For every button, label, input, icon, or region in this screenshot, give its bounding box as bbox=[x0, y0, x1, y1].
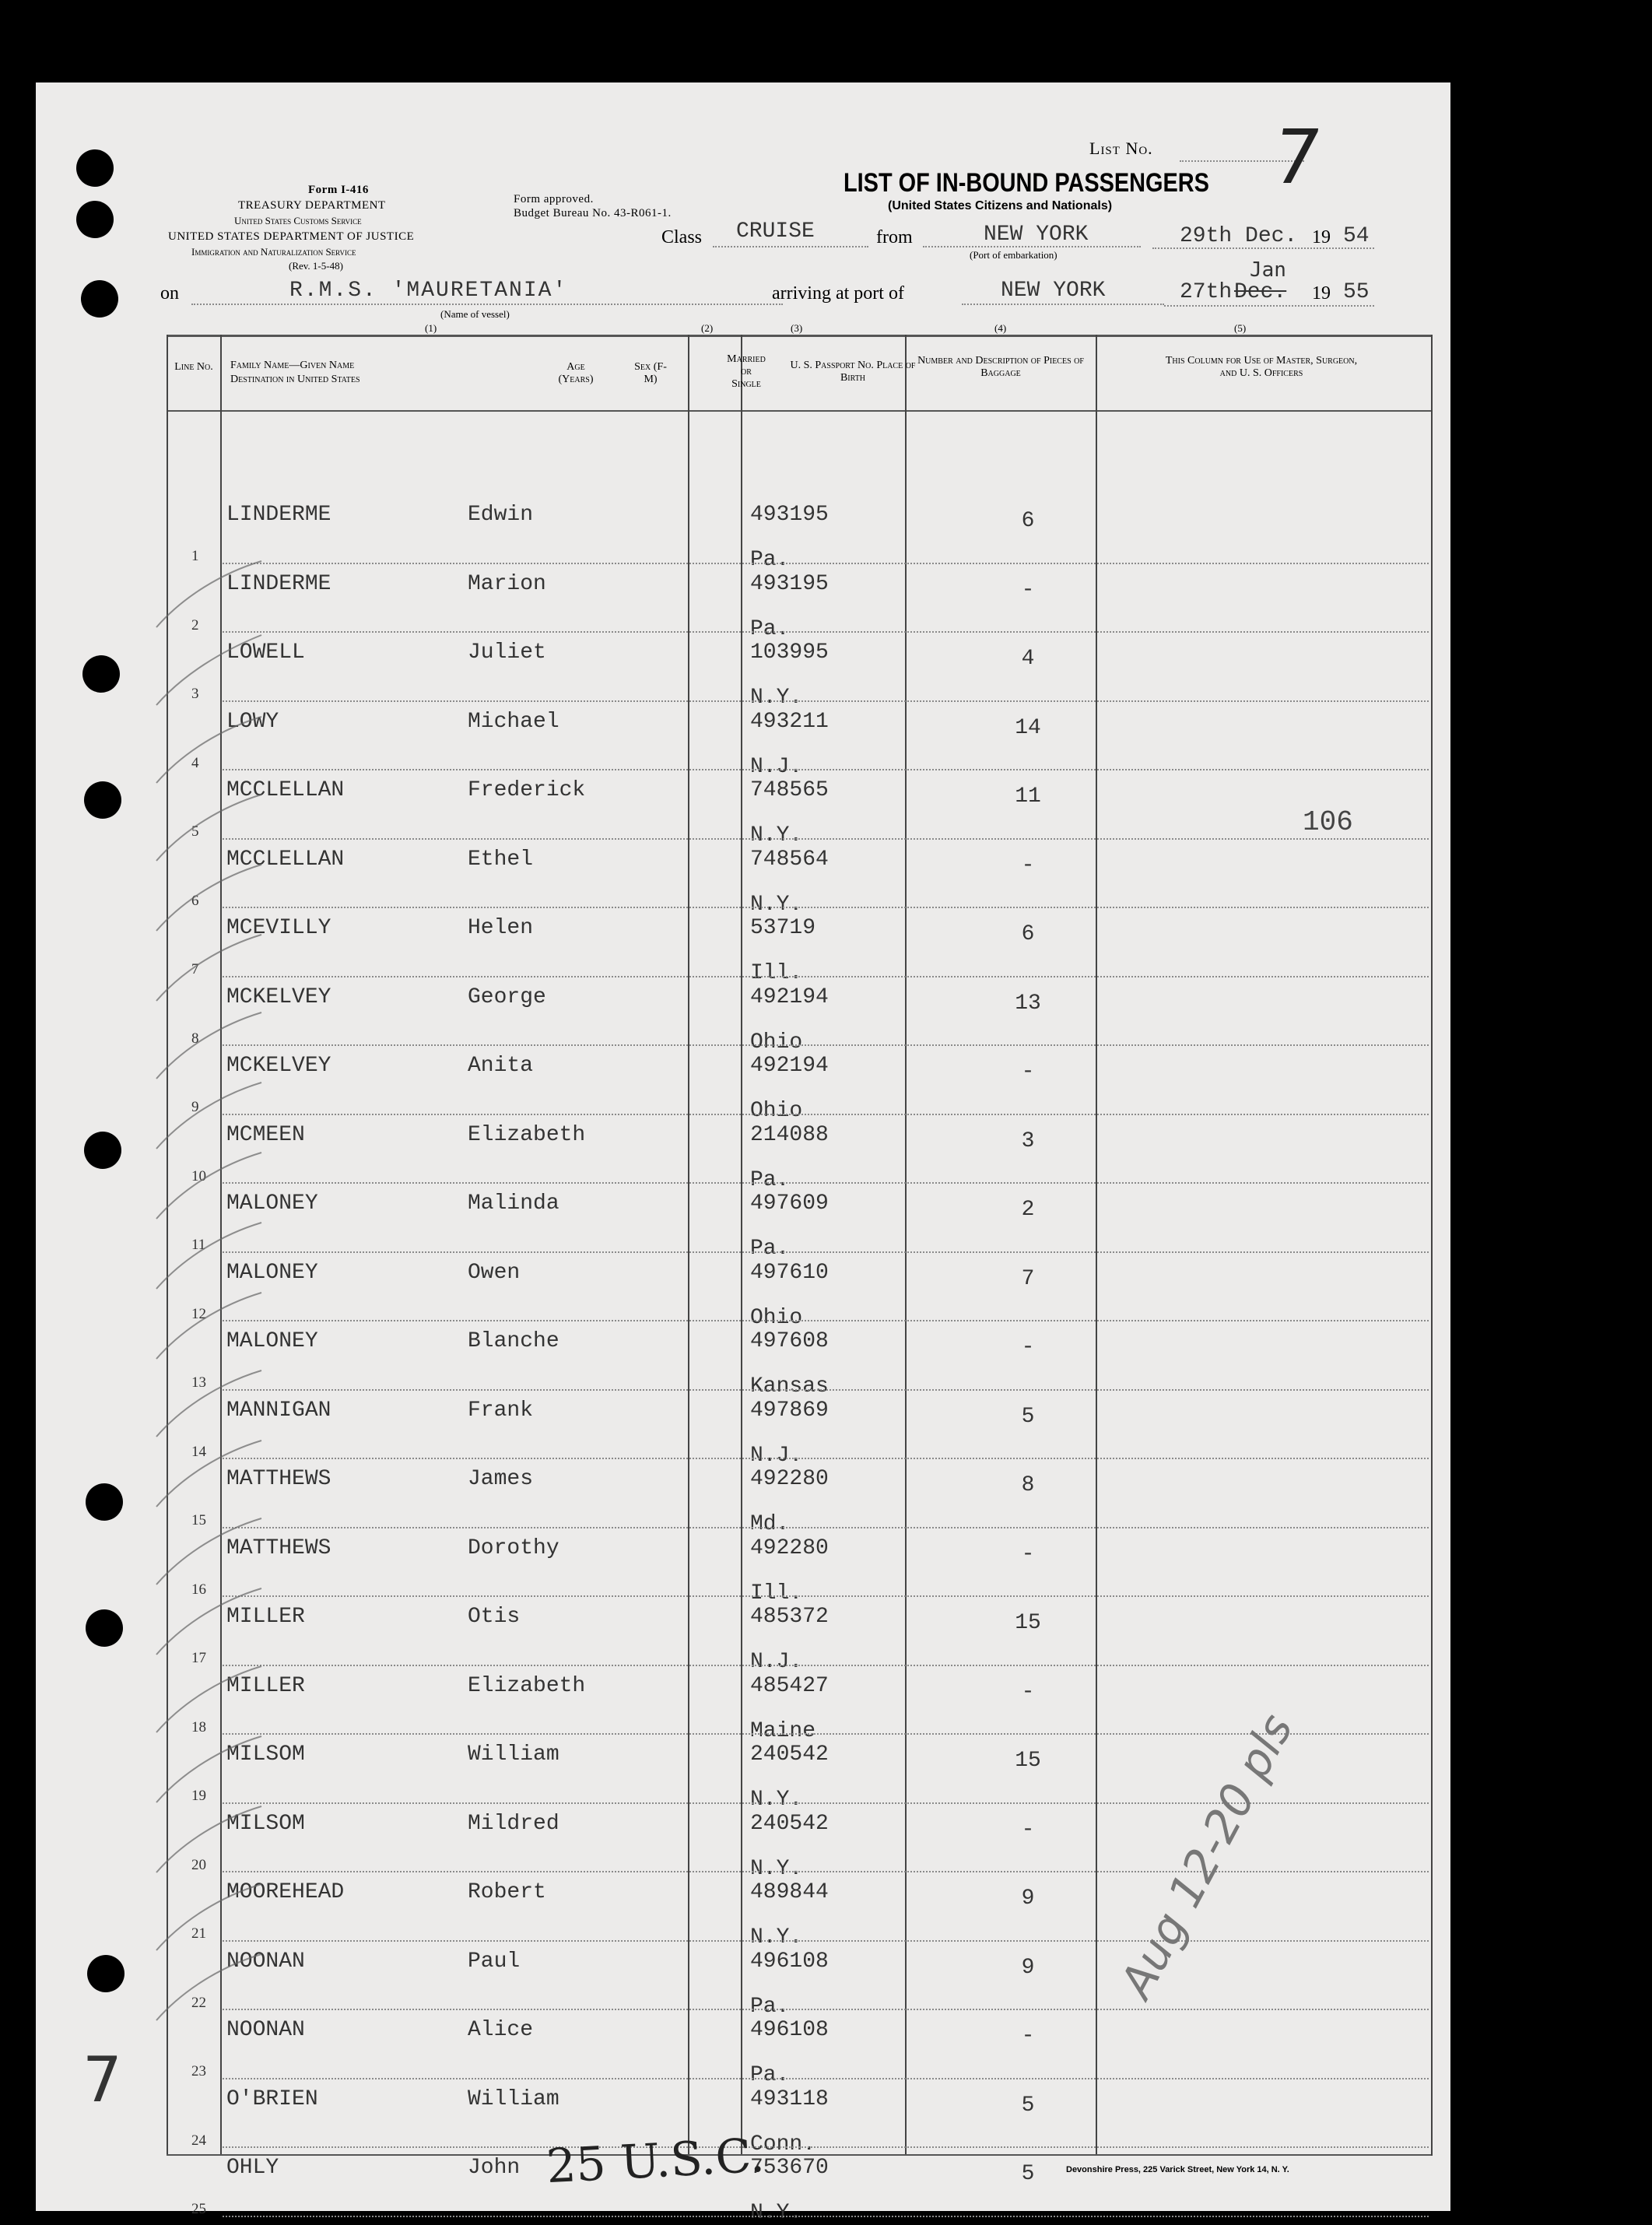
from-value: NEW YORK bbox=[984, 223, 1089, 247]
passport-number: 753670 bbox=[750, 2156, 829, 2180]
place-of-birth: Ohio bbox=[750, 1305, 803, 1330]
place-of-birth: N.Y. bbox=[750, 686, 803, 710]
line-number: 18 bbox=[191, 1718, 206, 1735]
from-label: from bbox=[876, 227, 913, 247]
given-name: Juliet bbox=[468, 640, 546, 665]
header-married: Married or Single bbox=[727, 353, 766, 390]
family-name: NOONAN bbox=[226, 2018, 305, 2042]
family-name: MCEVILLY bbox=[226, 916, 331, 940]
vessel-label: (Name of vessel) bbox=[440, 308, 510, 320]
family-name: MATTHEWS bbox=[226, 1467, 331, 1491]
header-sex: Sex (F-M) bbox=[634, 361, 667, 385]
place-of-birth: N.J. bbox=[750, 1443, 803, 1468]
line-number: 23 bbox=[191, 2063, 206, 2079]
given-name: Elizabeth bbox=[468, 1673, 586, 1698]
baggage-count: 13 bbox=[1015, 991, 1041, 1016]
approved-label: Form approved. bbox=[514, 193, 594, 205]
family-name: MCMEEN bbox=[226, 1122, 305, 1147]
punch-hole bbox=[87, 1955, 125, 1992]
line-number: 21 bbox=[191, 1925, 206, 1942]
line-number: 12 bbox=[191, 1305, 206, 1322]
given-name: Paul bbox=[468, 1949, 521, 1974]
class-label: Class bbox=[661, 227, 703, 247]
punch-hole bbox=[86, 1483, 123, 1521]
baggage-count: 9 bbox=[1021, 1886, 1035, 1911]
given-name: Alice bbox=[468, 2018, 534, 2042]
baggage-count: - bbox=[1021, 853, 1035, 878]
passport-number: 748564 bbox=[750, 847, 829, 872]
line-number: 6 bbox=[191, 892, 199, 909]
page-title: LIST OF IN-BOUND PASSENGERS bbox=[844, 168, 1209, 198]
baggage-count: 5 bbox=[1021, 1404, 1035, 1429]
family-name: MCCLELLAN bbox=[226, 847, 345, 872]
line-number: 19 bbox=[191, 1788, 206, 1804]
baggage-count: - bbox=[1021, 577, 1035, 602]
arrival-port-underline bbox=[962, 304, 1164, 305]
family-name: MALONEY bbox=[226, 1191, 318, 1216]
family-name: MILLER bbox=[226, 1605, 305, 1629]
baggage-count: 8 bbox=[1021, 1473, 1035, 1497]
place-of-birth: Ill. bbox=[750, 1581, 803, 1606]
family-name: MOOREHEAD bbox=[226, 1880, 345, 1904]
punch-hole bbox=[86, 1609, 123, 1647]
line-number: 13 bbox=[191, 1374, 206, 1391]
given-name: Frank bbox=[468, 1398, 534, 1423]
col-num-5: (5) bbox=[1234, 322, 1247, 334]
list-no-label: List No. bbox=[1089, 139, 1153, 158]
baggage-count: 9 bbox=[1021, 1955, 1035, 1980]
on-label: on bbox=[160, 283, 179, 304]
line-number: 16 bbox=[191, 1581, 206, 1598]
given-name: Frederick bbox=[468, 778, 586, 802]
given-name: Robert bbox=[468, 1880, 546, 1904]
baggage-count: - bbox=[1021, 1060, 1035, 1084]
passport-number: 240542 bbox=[750, 1742, 829, 1767]
handwritten-signature: Aug 12-20 pls bbox=[1110, 1705, 1303, 2006]
given-name: Michael bbox=[468, 709, 559, 734]
family-name: MANNIGAN bbox=[226, 1398, 331, 1423]
line-number: 22 bbox=[191, 1994, 206, 2011]
line-number: 8 bbox=[191, 1030, 199, 1047]
given-name: William bbox=[468, 2086, 559, 2111]
table-header-border bbox=[167, 410, 1431, 412]
passport-number: 493195 bbox=[750, 503, 829, 527]
passport-number: 493195 bbox=[750, 571, 829, 596]
baggage-count: - bbox=[1021, 1817, 1035, 1842]
header-passport: U. S. Passport No. Place of Birth bbox=[790, 360, 916, 384]
col-num-3: (3) bbox=[791, 322, 803, 334]
given-name: James bbox=[468, 1467, 534, 1491]
passport-number: 53719 bbox=[750, 916, 816, 940]
vessel-underline bbox=[191, 304, 783, 305]
rev-label: (Rev. 1-5-48) bbox=[289, 260, 343, 272]
port-embark-label: (Port of embarkation) bbox=[970, 249, 1057, 261]
baggage-count: 6 bbox=[1021, 509, 1035, 533]
family-name: LOWELL bbox=[226, 640, 305, 665]
given-name: Helen bbox=[468, 916, 534, 940]
passport-number: 497609 bbox=[750, 1191, 829, 1216]
arrival-year-suffix: 55 bbox=[1343, 280, 1370, 304]
budget-label: Budget Bureau No. 43-R061-1. bbox=[514, 207, 672, 219]
punch-hole bbox=[76, 149, 114, 187]
place-of-birth: N.Y. bbox=[750, 892, 803, 917]
family-name: MALONEY bbox=[226, 1260, 318, 1285]
passport-number: 489844 bbox=[750, 1880, 829, 1904]
passport-number: 493211 bbox=[750, 709, 829, 734]
given-name: Ethel bbox=[468, 847, 534, 872]
passport-number: 240542 bbox=[750, 1811, 829, 1836]
col-num-1: (1) bbox=[425, 322, 437, 334]
passport-number: 748565 bbox=[750, 778, 829, 802]
justice-label: UNITED STATES DEPARTMENT OF JUSTICE bbox=[168, 230, 415, 243]
passport-number: 496108 bbox=[750, 1949, 829, 1974]
from-underline bbox=[923, 246, 1141, 247]
arrival-underline bbox=[1164, 305, 1374, 307]
punch-hole bbox=[84, 781, 121, 819]
header-destination: Destination in United States bbox=[230, 374, 360, 385]
passport-number: 492280 bbox=[750, 1467, 829, 1491]
baggage-count: 4 bbox=[1021, 647, 1035, 671]
family-name: MALONEY bbox=[226, 1329, 318, 1353]
given-name: Anita bbox=[468, 1054, 534, 1078]
class-value: CRUISE bbox=[736, 219, 815, 244]
line-number: 2 bbox=[191, 616, 199, 633]
arrival-month-struck: Dec. bbox=[1234, 280, 1287, 304]
table-top-border bbox=[167, 335, 1431, 337]
punch-hole bbox=[82, 655, 120, 693]
line-number: 15 bbox=[191, 1512, 206, 1528]
printer-imprint: Devonshire Press, 225 Varick Street, New York 14, N. Y. bbox=[1066, 2165, 1289, 2174]
row-divider bbox=[223, 2216, 1429, 2217]
list-no-value: 7 bbox=[1267, 114, 1327, 201]
place-of-birth: N.J. bbox=[750, 754, 803, 779]
passport-number: 485372 bbox=[750, 1605, 829, 1629]
line-number: 17 bbox=[191, 1650, 206, 1666]
header-name: Family Name—Given Name bbox=[230, 360, 355, 371]
passport-number: 497608 bbox=[750, 1329, 829, 1353]
given-name: Elizabeth bbox=[468, 1122, 586, 1147]
arriving-label: arriving at port of bbox=[772, 283, 904, 304]
place-of-birth: Pa. bbox=[750, 1167, 790, 1192]
col-num-2: (2) bbox=[701, 322, 714, 334]
place-of-birth: Pa. bbox=[750, 1994, 790, 2019]
officer-note: 106 bbox=[1303, 806, 1353, 838]
baggage-count: 11 bbox=[1015, 784, 1041, 809]
passport-number: 485427 bbox=[750, 1673, 829, 1698]
baggage-count: - bbox=[1021, 1542, 1035, 1567]
family-name: MCCLELLAN bbox=[226, 778, 345, 802]
line-number: 11 bbox=[191, 1237, 206, 1253]
place-of-birth: N.Y. bbox=[750, 2201, 803, 2225]
given-name: Otis bbox=[468, 1605, 521, 1629]
baggage-count: 3 bbox=[1021, 1128, 1035, 1153]
given-name: William bbox=[468, 1742, 559, 1767]
baggage-count: 15 bbox=[1015, 1749, 1041, 1773]
passport-number: 103995 bbox=[750, 640, 829, 665]
passport-number: 496108 bbox=[750, 2018, 829, 2042]
departure-date: 29th Dec. bbox=[1180, 224, 1298, 248]
given-name: Malinda bbox=[468, 1191, 559, 1216]
line-number: 25 bbox=[191, 2201, 206, 2217]
place-of-birth: N.Y. bbox=[750, 823, 803, 848]
baggage-count: 5 bbox=[1021, 2093, 1035, 2118]
bottom-handwriting: 25 U.S.C. bbox=[545, 2128, 766, 2195]
arrival-year-prefix: 19 bbox=[1312, 283, 1331, 304]
passport-number: 493118 bbox=[750, 2086, 829, 2111]
family-name: MILSOM bbox=[226, 1811, 305, 1836]
class-underline bbox=[713, 246, 868, 247]
form-number: Form I-416 bbox=[308, 184, 369, 196]
family-name: LINDERME bbox=[226, 571, 331, 596]
passport-number: 492280 bbox=[750, 1535, 829, 1560]
place-of-birth: Pa. bbox=[750, 548, 790, 572]
passport-number: 492194 bbox=[750, 1054, 829, 1078]
arrival-day: 27th bbox=[1180, 280, 1233, 304]
place-of-birth: Pa. bbox=[750, 616, 790, 641]
date-underline bbox=[1152, 247, 1374, 249]
family-name: MATTHEWS bbox=[226, 1535, 331, 1560]
place-of-birth: Ohio bbox=[750, 1030, 803, 1055]
passport-number: 214088 bbox=[750, 1122, 829, 1147]
passport-number: 492194 bbox=[750, 984, 829, 1009]
header-age: Age (Years) bbox=[558, 361, 594, 385]
place-of-birth: Kansas bbox=[750, 1374, 829, 1399]
place-of-birth: N.Y. bbox=[750, 1788, 803, 1812]
family-name: LINDERME bbox=[226, 503, 331, 527]
arrival-port: NEW YORK bbox=[1001, 279, 1106, 303]
baggage-count: - bbox=[1021, 1679, 1035, 1704]
place-of-birth: Conn. bbox=[750, 2132, 816, 2157]
line-number: 1 bbox=[191, 548, 199, 564]
family-name: MILSOM bbox=[226, 1742, 305, 1767]
family-name: MCKELVEY bbox=[226, 984, 331, 1009]
given-name: Owen bbox=[468, 1260, 521, 1285]
family-name: NOONAN bbox=[226, 1949, 305, 1974]
line-number: 10 bbox=[191, 1167, 206, 1184]
baggage-count: 7 bbox=[1021, 1266, 1035, 1291]
header-baggage: Number and Description of Pieces of Baggage bbox=[917, 355, 1084, 379]
pencil-check-marks bbox=[153, 518, 293, 2153]
header-line-no: Line No. bbox=[174, 361, 213, 373]
place-of-birth: Md. bbox=[750, 1512, 790, 1536]
baggage-count: 5 bbox=[1021, 2162, 1035, 2186]
ins-label: Immigration and Naturalization Service bbox=[191, 246, 356, 258]
passport-number: 497610 bbox=[750, 1260, 829, 1285]
line-number: 4 bbox=[191, 754, 199, 771]
col-num-4: (4) bbox=[994, 322, 1007, 334]
departure-year-suffix: 54 bbox=[1343, 224, 1370, 248]
given-name: Marion bbox=[468, 571, 546, 596]
punch-hole bbox=[76, 201, 114, 238]
baggage-count: 15 bbox=[1015, 1611, 1041, 1635]
line-number: 24 bbox=[191, 2132, 206, 2149]
given-name: George bbox=[468, 984, 546, 1009]
passport-number: 497869 bbox=[750, 1398, 829, 1423]
manifest-page bbox=[36, 82, 1450, 2225]
baggage-count: - bbox=[1021, 1335, 1035, 1360]
place-of-birth: N.Y. bbox=[750, 1856, 803, 1881]
given-name: Mildred bbox=[468, 1811, 559, 1836]
page-subtitle: (United States Citizens and Nationals) bbox=[888, 199, 1113, 212]
place-of-birth: N.Y. bbox=[750, 1925, 803, 1950]
vessel-name: R.M.S. 'MAURETANIA' bbox=[289, 279, 568, 303]
punch-hole bbox=[84, 1132, 121, 1169]
family-name: MCKELVEY bbox=[226, 1054, 331, 1078]
place-of-birth: Ohio bbox=[750, 1099, 803, 1123]
baggage-count: 14 bbox=[1015, 715, 1041, 740]
given-name: Blanche bbox=[468, 1329, 559, 1353]
baggage-count: - bbox=[1021, 2024, 1035, 2048]
punch-hole bbox=[81, 280, 118, 318]
arrival-month-handwritten: Jan bbox=[1250, 258, 1286, 282]
given-name: Dorothy bbox=[468, 1535, 559, 1560]
departure-year-prefix: 19 bbox=[1312, 227, 1331, 247]
line-number: 9 bbox=[191, 1099, 199, 1115]
given-name: Edwin bbox=[468, 503, 534, 527]
margin-mark: 7 bbox=[82, 2044, 122, 2116]
family-name: OHLY bbox=[226, 2156, 279, 2180]
given-name: John bbox=[468, 2156, 521, 2180]
place-of-birth: Pa. bbox=[750, 2063, 790, 2087]
line-number: 20 bbox=[191, 1856, 206, 1873]
baggage-count: 6 bbox=[1021, 922, 1035, 946]
line-number: 5 bbox=[191, 823, 199, 840]
place-of-birth: Ill. bbox=[750, 961, 803, 985]
line-number: 7 bbox=[191, 961, 199, 977]
treasury-label: TREASURY DEPARTMENT bbox=[238, 199, 386, 212]
place-of-birth: Pa. bbox=[750, 1237, 790, 1261]
family-name: MILLER bbox=[226, 1673, 305, 1698]
header-officers: This Column for Use of Master, Surgeon, and U. S. Officers bbox=[1165, 355, 1358, 379]
place-of-birth: Maine bbox=[750, 1718, 816, 1743]
family-name: O'BRIEN bbox=[226, 2086, 318, 2111]
place-of-birth: N.J. bbox=[750, 1650, 803, 1674]
line-number: 3 bbox=[191, 686, 199, 702]
family-name: LOWY bbox=[226, 709, 279, 734]
customs-label: United States Customs Service bbox=[234, 215, 362, 226]
line-number: 14 bbox=[191, 1443, 206, 1460]
baggage-count: 2 bbox=[1021, 1198, 1035, 1222]
